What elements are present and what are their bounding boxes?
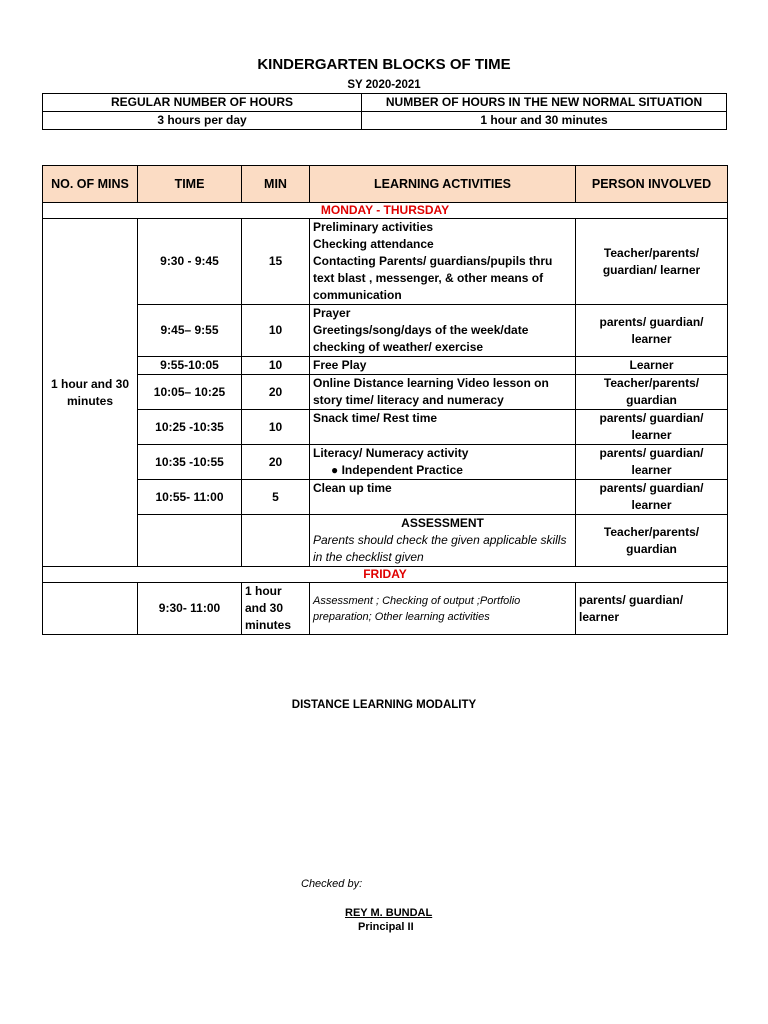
schedule-header-row — [43, 166, 728, 203]
activities-cell — [310, 305, 576, 357]
schedule-table — [42, 165, 728, 635]
person-cell: parents/ guardian/ learner — [576, 480, 728, 515]
learning-modality-label: DISTANCE LEARNING MODALITY — [291, 699, 477, 711]
time-cell: 10:05– 10:25 — [138, 375, 242, 410]
min-cell: 15 — [242, 219, 310, 305]
person-cell: parents/ guardian/ learner — [576, 583, 728, 635]
activities-cell: Assessment ; Checking of output ;Portfolio preparation; Other learning activities — [310, 583, 576, 635]
time-cell: 9:30- 11:00 — [138, 583, 242, 635]
total-mins-cell: 1 hour and 30 minutes — [43, 219, 138, 567]
header-time: TIME — [138, 166, 242, 203]
person-cell: parents/ guardian/ learner — [576, 410, 728, 445]
activities-cell — [310, 445, 576, 480]
section-label-monday-thursday: MONDAY - THURSDAY — [43, 203, 728, 219]
table-row — [43, 480, 728, 515]
hours-value-row — [43, 112, 727, 130]
header-no-of-mins: NO. OF MINS — [43, 166, 138, 203]
activities-cell — [310, 375, 576, 410]
person-cell: parents/ guardian/ learner — [576, 445, 728, 480]
regular-hours-value: 3 hours per day — [43, 112, 362, 130]
hours-table — [42, 93, 727, 130]
time-cell: 9:45– 9:55 — [138, 305, 242, 357]
time-cell: 9:30 - 9:45 — [138, 219, 242, 305]
assessment-cell — [310, 515, 576, 567]
activities-cell — [310, 219, 576, 305]
min-cell: 10 — [242, 357, 310, 375]
person-cell: Teacher/parents/ guardian/ learner — [576, 219, 728, 305]
person-cell: Learner — [576, 357, 728, 375]
assessment-text: Parents should check the given applicable skills in the checklist given — [313, 533, 567, 564]
activities-cell — [310, 357, 576, 375]
header-person-involved: PERSON INVOLVED — [576, 166, 728, 203]
table-row — [43, 583, 728, 635]
regular-hours-header: REGULAR NUMBER OF HOURS — [43, 94, 362, 112]
section-row-monday-thursday — [43, 203, 728, 219]
table-row — [43, 445, 728, 480]
checked-by-label: Checked by: — [301, 878, 363, 890]
activity-line: ● Independent Practice — [331, 463, 463, 477]
activity-line: Prayer — [313, 306, 351, 320]
time-cell: 10:35 -10:55 — [138, 445, 242, 480]
time-cell: 10:25 -10:35 — [138, 410, 242, 445]
activity-line: Clean up time — [313, 481, 392, 495]
min-cell: 1 hour and 30 minutes — [242, 583, 310, 635]
signer-position: Principal II — [358, 921, 414, 933]
time-cell: 10:55- 11:00 — [138, 480, 242, 515]
section-label-friday: FRIDAY — [43, 567, 728, 583]
activity-line: Greetings/song/days of the week/date checking of weather/ exercise — [313, 323, 529, 354]
activity-line: Contacting Parents/ guardians/pupils thru text blast , messenger, & other means of communication — [313, 254, 553, 302]
header-learning-activities: LEARNING ACTIVITIES — [310, 166, 576, 203]
empty-cell — [138, 515, 242, 567]
min-cell: 10 — [242, 410, 310, 445]
section-row-friday — [43, 567, 728, 583]
person-cell: Teacher/parents/ guardian — [576, 375, 728, 410]
min-cell: 10 — [242, 305, 310, 357]
header-min: MIN — [242, 166, 310, 203]
signer-name: REY M. BUNDAL — [345, 907, 433, 919]
empty-cell — [242, 515, 310, 567]
activities-cell — [310, 410, 576, 445]
min-cell: 20 — [242, 375, 310, 410]
min-cell: 20 — [242, 445, 310, 480]
activities-cell — [310, 480, 576, 515]
person-cell: Teacher/parents/ guardian — [576, 515, 728, 567]
person-cell: parents/ guardian/ learner — [576, 305, 728, 357]
empty-cell — [43, 583, 138, 635]
activity-line: Free Play — [313, 358, 367, 372]
activity-line: Checking attendance — [313, 237, 434, 251]
school-year: SY 2020-2021 — [347, 79, 421, 91]
activity-line: Literacy/ Numeracy activity — [313, 446, 469, 460]
new-normal-hours-value: 1 hour and 30 minutes — [362, 112, 727, 130]
min-cell: 5 — [242, 480, 310, 515]
table-row — [43, 357, 728, 375]
new-normal-hours-header: NUMBER OF HOURS IN THE NEW NORMAL SITUATION — [362, 94, 727, 112]
activity-line: Snack time/ Rest time — [313, 411, 438, 425]
activity-line: Preliminary activities — [313, 220, 434, 234]
table-row — [43, 410, 728, 445]
table-row — [43, 305, 728, 357]
activity-line: Online Distance learning Video lesson on story time/ literacy and numeracy — [313, 376, 549, 407]
assessment-title: ASSESSMENT — [401, 516, 484, 530]
document-title: KINDERGARTEN BLOCKS OF TIME — [257, 56, 511, 73]
hours-header-row — [43, 94, 727, 112]
table-row — [43, 375, 728, 410]
assessment-row — [43, 515, 728, 567]
time-cell: 9:55-10:05 — [138, 357, 242, 375]
table-row — [43, 219, 728, 305]
